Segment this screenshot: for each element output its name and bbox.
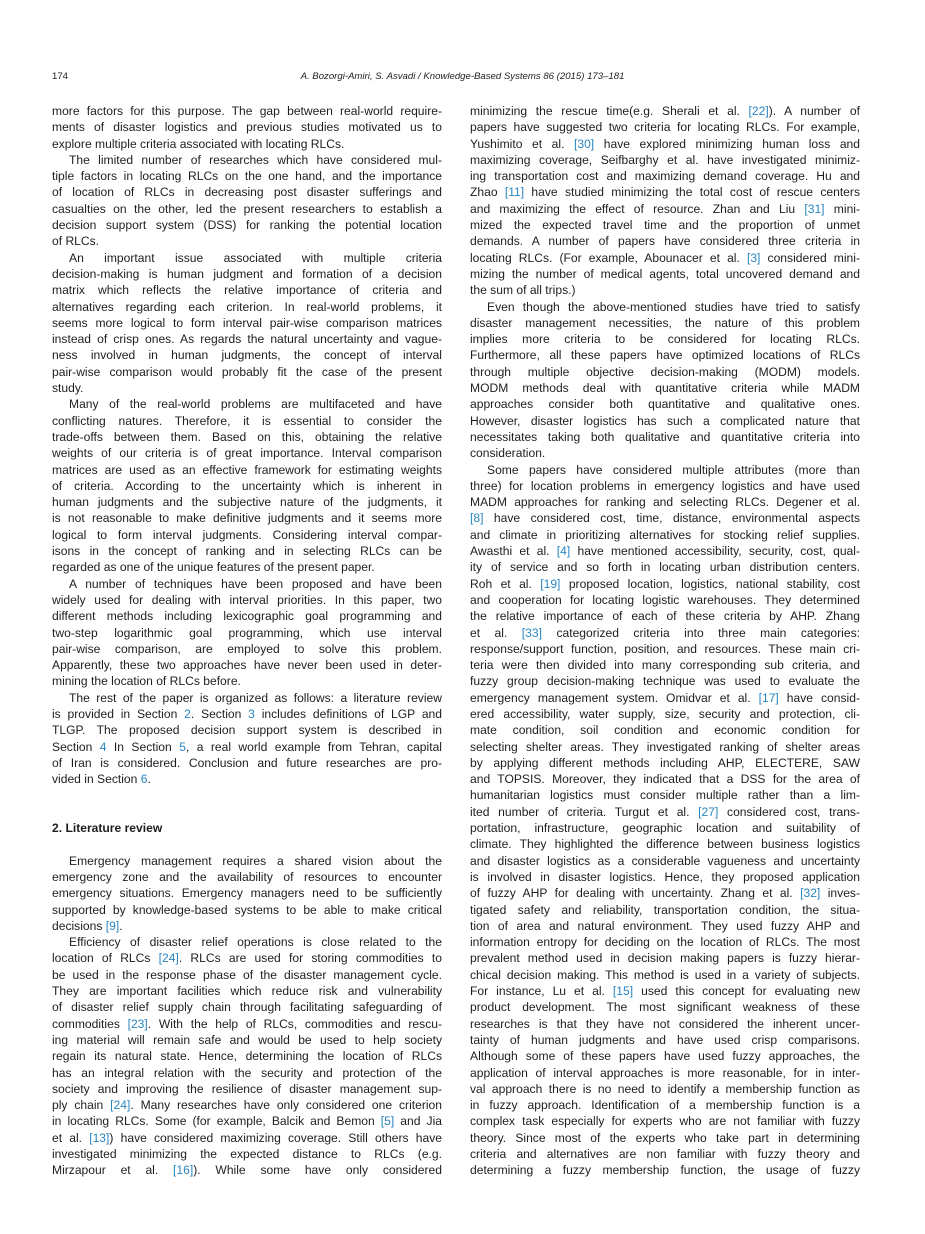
text-line: Some papers have considered multiple attributes (more than (487, 462, 860, 477)
citation-link[interactable]: [5] (380, 1114, 395, 1129)
text-line: emergency zone and the availability of resources to encounter (52, 869, 442, 884)
text-line: demands. A number of papers have considered three criteria in (470, 234, 860, 249)
text-line: They are important facilities which reduce risk and vulnerability (52, 984, 442, 999)
text-line: society and improving the resilience of disaster management sup- (52, 1081, 442, 1096)
text-line (470, 136, 860, 152)
citation-link[interactable]: [32] (800, 886, 821, 901)
text-line (470, 184, 860, 200)
text-line: mized the expected travel time and the proportion of unmet (470, 218, 860, 233)
text-segment: vided in Section (52, 772, 141, 787)
text-segment: ). A number of (768, 104, 860, 118)
text-line: the sum of all trips.) (470, 283, 576, 298)
text-line (470, 201, 860, 217)
text-line: Furthermore, all these papers have optimized locations of RLCs (470, 348, 860, 363)
text-segment: . Many researches have only considered one criterion (130, 1098, 443, 1113)
paragraph (470, 299, 860, 462)
text-line: disaster management necessities, the nature of this problem (470, 315, 860, 330)
text-segment: considered mini- (760, 250, 860, 265)
text-line: explore multiple criteria associated with locating RLCs. (52, 136, 345, 151)
text-segment: . (147, 772, 151, 787)
text-segment: In Section (106, 739, 180, 754)
text-line: three) for location problems in emergency logistics and have used (470, 478, 860, 493)
text-line: weights of our criteria is of great importance. Interval comparison (52, 446, 442, 461)
text-line (470, 510, 860, 526)
text-line: through multiple objective decision-making (MODM) models. (470, 364, 860, 379)
text-line: by applying different methods including AHP, ELECTERE, SAW (470, 755, 860, 770)
text-segment: ited number of criteria. Turgut et al. (470, 804, 699, 819)
citation-link[interactable]: [15] (612, 984, 634, 999)
text-segment: . (119, 918, 123, 933)
text-line: product development. The most significant weakness of these (470, 1000, 860, 1015)
paragraph (470, 103, 860, 299)
text-line (52, 1113, 442, 1129)
text-line (470, 625, 860, 641)
text-line: pair-wise comparison would probably fit the case of the present (52, 364, 442, 379)
citation-link[interactable]: [30] (574, 136, 595, 151)
citation-link[interactable]: [33] (521, 625, 542, 640)
paragraph (52, 152, 442, 250)
citation-link[interactable]: 2 (184, 706, 191, 721)
text-segment: For instance, Lu et al. (470, 984, 613, 999)
text-line: has an integral relation with the security and protection of the (52, 1065, 442, 1080)
text-segment: and maximizing the effect of resource. Zhan and Liu (470, 201, 805, 216)
text-line: decision-making is human judgment and formation of a decision (52, 266, 442, 281)
citation-link[interactable]: [16] (173, 1163, 194, 1178)
text-segment: and Jia (394, 1114, 443, 1129)
text-line: trade-offs between them. Based on this, obtaining the relative (52, 429, 442, 444)
text-line: chical decision making. This method is used in a variety of subjects. (470, 967, 860, 982)
running-head: A. Bozorgi-Amiri, S. Asvadi / Knowledge-Based Systems 86 (2015) 173–181 (300, 71, 625, 82)
text-line: investigated minimizing the expected distance to RLCs (e.g. (52, 1147, 442, 1161)
text-segment: includes definitions of LGP and (254, 706, 442, 721)
text-segment: Roh et al. (470, 576, 541, 591)
text-line: Even though the above-mentioned studies have tried to satisfy (487, 299, 860, 314)
text-line: widely used for dealing with interval priorities. In this paper, two (52, 592, 442, 607)
text-line (470, 543, 860, 559)
text-segment: . Section (190, 706, 249, 721)
citation-link[interactable]: [8] (470, 511, 484, 526)
text-line: Efficiency of disaster relief operations is close related to the (69, 935, 442, 950)
citation-link[interactable]: 4 (99, 739, 107, 754)
text-line: of Iran is considered. Conclusion and future researches are pro- (52, 755, 442, 770)
text-line: Many of the real-world problems are multifaceted and have (69, 397, 442, 412)
text-line (52, 739, 442, 755)
text-line: of criteria. According to the uncertainty which is inherent in (52, 478, 442, 493)
citation-link[interactable]: [4] (556, 544, 571, 559)
text-line: pair-wise comparison, are employed to solve this problem. (52, 641, 442, 656)
text-line: consideration. (470, 446, 546, 461)
text-line: mizing the number of medical agents, total uncovered demand and (470, 266, 860, 281)
text-segment: minimizing the rescue time(e.g. Sherali et al. (470, 104, 749, 118)
text-line: tion of area and natural environment. They used fuzzy AHP and (470, 918, 860, 933)
text-line: The rest of the paper is organized as follows: a literature review (69, 690, 442, 705)
paragraph (52, 934, 442, 1178)
citation-link[interactable]: [27] (698, 804, 719, 819)
text-line: response/support function, position, and resources. These main cri- (470, 641, 860, 656)
citation-link[interactable]: [9] (105, 918, 120, 933)
text-line: selecting shelter areas. They investigated ranking of shelter areas (470, 739, 860, 754)
text-line: Although some of these papers have used fuzzy approaches, the (470, 1049, 860, 1064)
text-line: information entropy for deciding on the location of RLCs. The most (470, 935, 860, 950)
left-column (52, 103, 442, 1179)
text-segment: ply chain (52, 1098, 111, 1113)
text-line: mate condition, soil condition and economic condition for (470, 723, 860, 738)
text-line: However, disaster logistics has such a complicated nature that (470, 413, 860, 428)
text-line: matrices are used as an effective framework for estimating weights (52, 462, 442, 477)
text-line: human judgments and the subjective nature of the judgments, it (52, 495, 442, 510)
text-line: portation, infrastructure, geographic location and suitability of (470, 821, 860, 836)
text-segment: have considered cost, time, distance, environmental aspects (483, 511, 860, 526)
text-segment: Section (52, 739, 100, 754)
text-segment: have mentioned accessibility, security, cost, qual- (570, 544, 860, 559)
text-segment: . RLCs are used for storing commodities to (178, 951, 443, 966)
citation-link[interactable]: [17] (758, 690, 779, 705)
text-line: in fuzzy approach. Identification of a membership function is a (470, 1098, 860, 1113)
paragraph (52, 690, 442, 788)
text-line: emergency situations. Emergency managers need to be sufficiently (52, 886, 442, 901)
text-line: criteria and alternatives are non familiar with fuzzy theory and (470, 1147, 860, 1161)
paragraph (52, 250, 442, 397)
text-segment: et al. (52, 1130, 90, 1145)
page-number: 174 (52, 71, 69, 82)
citation-link[interactable]: [24] (110, 1098, 131, 1113)
text-segment: . With the help of RLCs, commodities and rescu- (147, 1016, 442, 1031)
text-line: and disaster logistics as a considerable vagueness and uncertainty (470, 853, 860, 868)
text-line: tigated safety and reliability, transportation condition, the situa- (470, 902, 860, 917)
text-segment: proposed location, logistics, national stability, cost (560, 576, 861, 591)
text-line: of location of RLCs in decreasing post disaster sufferings and (52, 185, 442, 200)
text-segment: have studied minimizing the total cost of rescue centers (524, 185, 860, 200)
text-segment: Zhao (470, 185, 505, 200)
text-segment: used this concept for evaluating new (633, 984, 861, 999)
text-segment: commodities (52, 1016, 128, 1031)
text-line: and TOPSIS. Moreover, they indicated that a DSS for the area of (470, 772, 860, 787)
text-line: ing material will remain safe and would be used to help society (52, 1032, 442, 1047)
text-line (470, 690, 860, 706)
text-segment: ) have considered maximizing coverage. Still others have (109, 1130, 442, 1145)
text-line: more factors for this purpose. The gap between real-world require- (52, 104, 442, 118)
citation-link[interactable]: 6 (140, 772, 148, 787)
text-line: ness involved in human judgments, the concept of interval (52, 348, 442, 363)
citation-link[interactable]: [3] (746, 250, 761, 265)
citation-link[interactable]: [11] (504, 185, 525, 200)
text-line: conflicting natures. Therefore, it is essential to consider the (52, 413, 442, 428)
text-line: tiple factors in locating RLCs on the one hand, and the importance (52, 169, 442, 184)
text-segment: have explored minimizing human loss and (594, 136, 860, 151)
citation-link[interactable]: [31] (804, 201, 825, 216)
text-line: Emergency management requires a shared vision about the (69, 853, 442, 868)
text-line: complex task especially for experts who are not familiar with fuzzy (470, 1114, 860, 1129)
text-line (470, 804, 860, 820)
text-line (470, 250, 860, 266)
text-line (52, 771, 442, 787)
text-line: and climate in prioritizing alternatives for stocking relief supplies. (470, 527, 860, 542)
text-line: casualties on the other, led the present researchers to establish a (52, 201, 442, 216)
text-line: alternatives regarding each criterion. In real-world problems, it (52, 299, 442, 314)
right-column (470, 103, 860, 1179)
text-line: An important issue associated with multiple criteria (69, 250, 442, 265)
text-segment: Awasthi et al. (470, 544, 557, 559)
text-line: fuzzy group decision-making technique was used to evaluate the (470, 674, 860, 689)
text-line (52, 1162, 442, 1178)
text-line: of disaster relief supply chain through facilitating safeguarding of (52, 1000, 442, 1015)
text-line: climate. They highlighted the difference between business logistics (470, 837, 860, 852)
text-line: implies more criteria to be considered for locating RLCs. (470, 332, 860, 347)
text-line: TLGP. The proposed decision support system is described in (52, 723, 442, 738)
paragraph (52, 576, 442, 690)
text-segment: of fuzzy AHP for dealing with uncertainty. Zhang et al. (470, 886, 801, 901)
text-segment: locating RLCs. (For example, Abounacer et al. (470, 250, 747, 265)
text-line: humanitarian logistics must consider multiple rather than a lim- (470, 788, 860, 803)
citation-link[interactable]: 5 (179, 739, 186, 754)
citation-link[interactable]: [24] (158, 951, 179, 966)
text-line: ity of service and so forth in locating urban distribution centers. (470, 560, 860, 575)
text-line: determining a fuzzy membership function, the usage of fuzzy (470, 1163, 860, 1178)
text-line: of RLCs. (52, 234, 100, 249)
text-line: tainty of human judgments and have used crisp comparisons. (470, 1032, 860, 1047)
citation-link[interactable]: [13] (89, 1130, 110, 1145)
text-line: be used in the response phase of the disaster management cycle. (52, 967, 442, 982)
text-line: matrix which reflects the relative importance of criteria and (52, 283, 442, 298)
text-line: necessitates taking both qualitative and quantitative criteria into (470, 429, 860, 444)
text-line: mining the location of RLCs before. (52, 674, 241, 689)
text-line: maximizing coverage, Seifbarghy et al. have investigated minimiz- (470, 152, 860, 167)
text-line: two-step logarithmic goal programming, which use interval (52, 625, 442, 640)
text-line (52, 918, 442, 934)
text-line: study. (52, 381, 84, 396)
text-segment: Mirzapour et al. (52, 1163, 174, 1178)
text-line: val approach there is no need to identify a membership function as (470, 1081, 860, 1096)
text-line (52, 950, 442, 966)
paragraph (52, 853, 442, 934)
text-line: MODM methods deal with quantitative criteria while MADM (470, 381, 860, 396)
text-line: teria were then divided into many corresponding sub criteria, and (470, 658, 860, 673)
text-segment: is provided in Section (52, 706, 185, 721)
text-segment: mini- (824, 201, 861, 216)
text-line (52, 706, 442, 722)
text-line: and cooperation for locating logistic warehouses. They determined (470, 592, 860, 607)
text-line: isons in the concept of ranking and in selecting RLCs can be (52, 544, 442, 559)
text-line: The limited number of researches which have considered mul- (69, 152, 442, 167)
citation-link[interactable]: [22] (748, 104, 769, 118)
text-line: theory. Since most of the experts who take part in determining (470, 1130, 860, 1145)
text-segment: decisions (52, 918, 106, 933)
text-line: is not reasonable to make definitive judgments and it seems more (52, 511, 442, 526)
text-line: decision support system (DSS) for ranking the potential location (52, 218, 442, 233)
paragraph (52, 396, 442, 575)
text-segment: considered cost, trans- (718, 804, 861, 819)
text-segment: in locating RLCs. Some (for example, Balcik and Bemon (52, 1114, 381, 1129)
section-heading: 2. Literature review (52, 821, 163, 836)
text-line: prevalent method used in decision making papers is fuzzy hierar- (470, 951, 860, 966)
text-line: instead of crisp ones. As regards the natural uncertainty and vague- (52, 332, 442, 347)
text-line: different methods including lexicographic goal programming and (52, 609, 442, 624)
text-line: ered accessibility, water supply, size, security and protection, cli- (470, 706, 860, 721)
text-line: logical to form interval judgments. Considering interval compar- (52, 527, 442, 542)
text-line: regain its natural state. Hence, determining the location of RLCs (52, 1049, 442, 1064)
text-segment: ). While some have only considered (193, 1163, 442, 1178)
paragraph (470, 462, 860, 1179)
paragraph (52, 103, 442, 152)
text-line: ments of disaster logistics and previous studies motivated us to (52, 120, 442, 135)
text-line: supported by knowledge-based systems to be able to make critical (52, 902, 442, 917)
text-line: is involved in disaster logistics. Hence, they proposed application (470, 869, 860, 884)
text-segment: have consid- (778, 690, 860, 705)
text-line: seems more logical to form interval pair-wise comparison matrices (52, 315, 442, 330)
text-line (470, 103, 860, 119)
text-line: regarded as one of the unique features of the present paper. (52, 560, 375, 575)
text-line (52, 1130, 442, 1146)
text-line: papers have suggested two criteria for locating RLCs. For example, (470, 120, 860, 135)
text-line: ing transportation cost and maximizing demand coverage. Hu and (470, 169, 860, 184)
text-line: A number of techniques have been proposed and have been (69, 576, 442, 591)
text-line: approaches consider both quantitative and qualitative ones. (470, 397, 860, 412)
text-line (470, 576, 860, 592)
text-line: researches is that they have not considered the inherent uncer- (470, 1016, 860, 1031)
citation-link[interactable]: 3 (248, 706, 255, 721)
text-line: the relative importance of each of these criteria by AHP. Zhang (470, 609, 860, 624)
text-line (52, 1016, 442, 1032)
citation-link[interactable]: [23] (127, 1016, 148, 1031)
text-line: Apparently, these two approaches have never been used in deter- (52, 658, 442, 673)
text-segment: categorized criteria into three main categories: (541, 625, 860, 640)
text-segment: inves- (820, 886, 860, 901)
text-line (470, 983, 860, 999)
text-segment: location of RLCs (52, 951, 159, 966)
text-line (52, 1097, 442, 1113)
text-line: application of interval approaches is more reasonable, for in inter- (470, 1065, 860, 1080)
citation-link[interactable]: [19] (540, 576, 561, 591)
text-segment: et al. (470, 625, 522, 640)
text-line: MADM approaches for ranking and selecting RLCs. Degener et al. (470, 495, 860, 510)
text-line (470, 885, 860, 901)
text-segment: emergency management system. Omidvar et al. (470, 690, 759, 705)
text-segment: Yushimito et al. (470, 136, 574, 151)
text-segment: , a real world example from Tehran, capital (185, 739, 442, 754)
